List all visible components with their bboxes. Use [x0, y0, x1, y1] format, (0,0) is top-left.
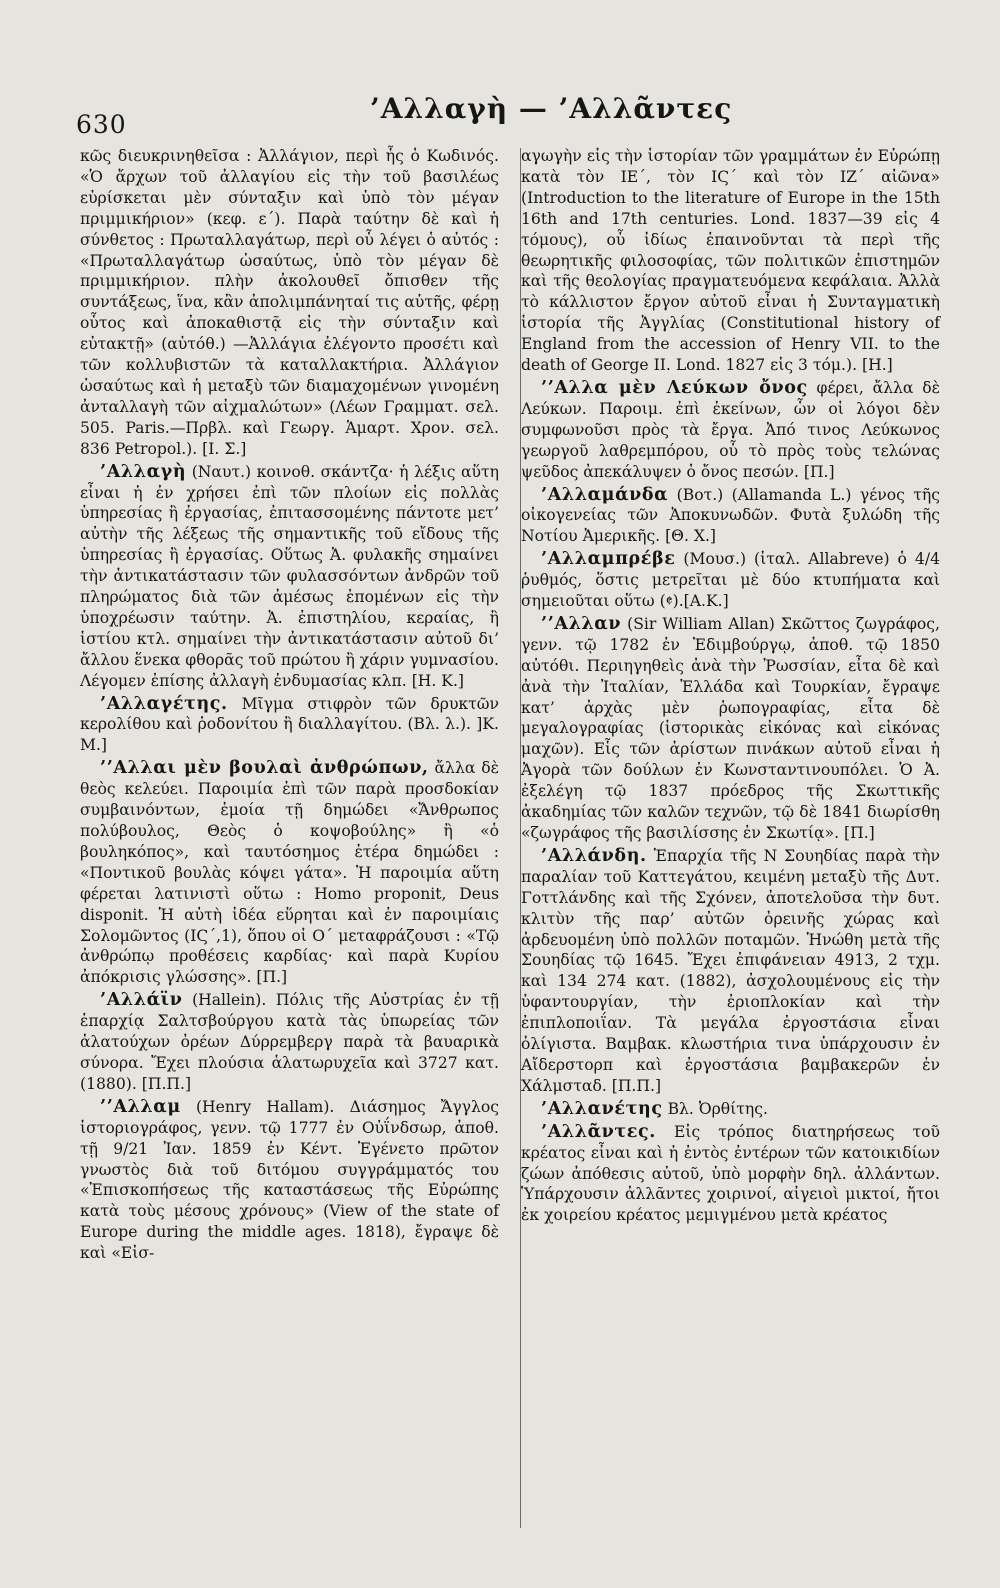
dictionary-entry-allantes — [521, 1122, 940, 1227]
dictionary-entry-allanetis — [521, 1099, 940, 1120]
entry-headword: ’’Αλλαμ — [100, 1096, 181, 1117]
entry-headword: ’’Αλλαι μὲν βουλαὶ ἀνθρώπων, — [100, 758, 429, 779]
running-title: ’Αλλαγὴ — ’Αλλᾶντες — [370, 92, 733, 125]
entry-headword: ’’Αλλαν — [541, 613, 622, 634]
entry-text: αγωγὴν εἰς τὴν ἱστορίαν τῶν γραμμάτων ἐν Εὐρώπῃ κατὰ τὸν ΙΕ΄, τὸν ΙϚ΄ καὶ τὸν ΙΖ΄ αἰῶνα» (Introduction to the literature of Europe in the 15th 16th and 17th centuries. Lond. 1837—39 εἰς 4 τόμους), οὗ ἰδίως ἐπαινοῦνται τὰ περὶ τῆς θεωρητικῆς φιλοσοφίας, τῶν πολιτικῶν ἐπιστημῶν καὶ τῆς θεολογίας πραγματευόμενα κεφάλαια. Ἀλλὰ τὸ κάλλιστον ἔργον αὐτοῦ εἶναι ἡ Συνταγματικὴ ἱστορία τῆς Ἀγγλίας (Constitutional history of England from the accession of Henry VII. to the death of George II. Lond. 1827 εἰς 3 τόμ.). [Η.] — [521, 147, 940, 375]
dictionary-entry-allagi — [80, 462, 499, 692]
dictionary-entry-allamanda — [521, 485, 940, 548]
entry-text: (Βοτ.) (Allamanda L.) γένος τῆς οἰκογενείας τῶν Ἀποκυνωδῶν. Φυτὰ ξυλώδη τῆς Νοτίου Ἀμερικῆς. [Θ. Χ.] — [521, 485, 940, 546]
entry-text: κῶς διευκρινηθεῖσα : Ἀλλάγιον, περὶ ἧς ὁ Κωδινός. «Ὁ ἄρχων τοῦ ἀλλαγίου εἰς τὴν τοῦ βασιλέως εὑρίσκεται μὲν σύνταξιν καὶ ὑπὸ τὸν μέγαν πριμμικήριον» (κεφ. ε΄). Παρὰ ταύτην δὲ καὶ ἡ σύνθετος : Πρωταλλαγάτωρ, περὶ οὗ λέγει ὁ αὐτός : «Πρωταλλαγάτωρ ὡσαύτως, ὑπὸ τὸν μέγαν δὲ πριμμικήριον. πλὴν ἀκολουθεῖ ὄπισθεν τῆς συντάξεως, ἵνα, κἂν ἀπολιμπάνηταί τις αὐτῆς, φέρῃ οὗτος καὶ ἀποκαθιστᾷ εἰς τὴν σύνταξιν καὶ εὐτακτῇ» (αὐτόθ.) —Ἀλλάγια ἐλέγοντο προσέτι καὶ τῶν κολλυβιστῶν τὰ καταλλακτήρια. Ἀλλάγιον ὡσαύτως καὶ ἡ μεταξὺ τῶν διαμαχομένων γινομένη ἀνταλλαγὴ τῶν αἰχμαλώτων» (Λέων Γραμματ. σελ. 505. Paris.—Πρβλ. καὶ Γεωργ. Ἁμαρτ. Χρον. σελ. 836 Petropol.). [Ι. Σ.] — [80, 147, 499, 458]
entry-text: Εἰς τρόπος διατηρήσεως τοῦ κρέατος εἶναι καὶ ἡ ἐντὸς ἐντέρων τῶν κατοικιδίων ζώων ἀπόθεσις αὐτοῦ, ὑπὸ μορφὴν δηλ. ἀλλάντων. Ὑπάρχουσιν ἀλλᾶντες χοιρινοί, αἰγειοὶ μικτοί, ἤτοι ἐκ χοιρείου κρέατος μεμιγμένου μετὰ κρέατος — [521, 1122, 940, 1225]
entry-headword: ’Αλλαμπρέβε — [541, 549, 676, 570]
entry-text: (Henry Hallam). Διάσημος Ἄγγλος ἱστοριογράφος, γενν. τῷ 1777 ἐν Οὐΐνδσωρ, ἀποθ. τῇ 9/21 Ἰαν. 1859 ἐν Κέντ. Ἐγένετο πρῶτον γνωστὸς διὰ τοῦ διτόμου συγγράμματός του «Ἐπισκοπήσεως τῆς καταστάσεως τῆς Εὐρώπης κατὰ τοὺς μέσους χρόνους» (View of the state of Europe during the middle ages. 1818), ἔγραψε δὲ καὶ «Εἰσ- — [80, 1097, 499, 1263]
dictionary-entry-hallein — [80, 990, 499, 1095]
entry-text: (Sir William Allan) Σκῶττος ζωγράφος, γενν. τῷ 1782 ἐν Ἐδιμβούργῳ, ἀποθ. τῷ 1850 αὐτόθι. Περιηγηθεὶς ἀνὰ τὴν Ῥωσσίαν, εἶτα δὲ καὶ ἀνὰ τὴν Ἰταλίαν, Ἑλλάδα καὶ Τουρκίαν, ἔγραψε κατ’ ἀρχὰς μὲν ῥωπογραφίας, εἶτα δὲ μεγαλογραφίας (ἱστορικὰς εἰκόνας καὶ εἰκόνας μαχῶν). Εἷς τῶν ἀρίστων πινάκων αὐτοῦ εἶναι ἡ Ἀγορὰ τῶν δούλων ἐν Κωνσταντινουπόλει. Ὁ Ἀ. ἐξελέγη τῷ 1837 πρόεδρος τῆς Σκωττικῆς ἀκαδημίας τῶν καλῶν τεχνῶν, τῷ δὲ 1841 διωρίσθη «ζωγράφος τῆς βασιλίσσης ἐν Σκωτίᾳ». [Π.] — [521, 614, 940, 842]
dictionary-entry-allabreve — [521, 549, 940, 612]
entry-headword: ’Αλλάνδη. — [541, 845, 647, 866]
entry-text: φέρει, ἄλλα δὲ Λεύκων. Παροιμ. ἐπὶ ἐκείνων, ὧν οἱ λόγοι δὲν συμφωνοῦσι πρὸς τὰ ἔργα. Ἀπό τινος Λεύκωνος γεωργοῦ λαθρεμπόρου, οὗ τὸ πρὸς τοὺς τελώνας ψεῦδος ἀπεκάλυψεν ὁ ὄνος πεσών. [Π.] — [521, 378, 940, 481]
entry-headword: ’Αλλᾶντες. — [541, 1121, 656, 1142]
entry-headword: ’’Αλλα μὲν Λεύκων ὄνος — [541, 377, 808, 398]
dictionary-entry-allan — [521, 614, 940, 844]
dictionary-entry-allagetis — [80, 694, 499, 757]
dictionary-entry-alla-men — [521, 378, 940, 483]
dictionary-entry-hallam — [80, 1097, 499, 1264]
page-header — [70, 86, 930, 139]
entry-text: ἄλλα δὲ θεὸς κελεύει. Παροιμία ἐπὶ τῶν παρὰ προσδοκίαν συμβαινόντων, ἐμοία τῇ δημώδει «Ἄνθρωπος πολύβουλος, Θεὸς ὁ κοψοβούλης» ἢ «ὁ βουληκόπος», καὶ ταυτόσημος ἑτέρα δημώδει : «Ποντικοῦ βουλὰς κόψει γάτα». Ἡ παροιμία αὕτη φέρεται λατινιστὶ οὕτω : Homo proponit, Deus disponit. Ἡ αὐτὴ ἰδέα εὕρηται καὶ ἐν παροιμίαις Σολομῶντος (ΙϚ΄,1), ὅπου οἱ Ο΄ μεταφράζουσι : «Τῷ ἀνθρώπῳ προθέσεις καρδίας· καὶ παρὰ Κυρίου ἀπόκρισις γλώσσης». [Π.] — [80, 759, 499, 987]
dictionary-entry-cont-2 — [521, 146, 940, 376]
right-column — [521, 146, 940, 1264]
entry-text: (Μουσ.) (ἰταλ. Allabreve) ὁ 4/4 ῥυθμός, ὅστις μετρεῖται μὲ δύο κτυπήματα καὶ σημειοῦται οὕτω (𝄵).[Α.Κ.] — [521, 550, 940, 611]
dictionary-entry-cont-1 — [80, 146, 499, 460]
entry-text: Βλ. Ὀρθίτης. — [662, 1099, 768, 1118]
entry-headword: ’Αλλάϊν — [100, 990, 183, 1011]
entry-headword: ’Αλλαγέτης. — [100, 693, 228, 714]
entry-headword: ’Αλλαγὴ — [100, 461, 187, 482]
left-column — [80, 146, 499, 1264]
dictionary-entry-allai — [80, 758, 499, 988]
text-columns — [80, 146, 940, 1264]
entry-text: (Hallein). Πόλις τῆς Αὐστρίας ἐν τῇ ἐπαρχίᾳ Σαλτσβούργου κατὰ τὰς ὑπωρείας τῶν ἁλατούχων ὀρέων Δύρρεμβεργ παρὰ τὰ βαυαρικὰ σύνορα. Ἔχει πλούσια ἁλατωρυχεῖα καὶ 3727 κατ. (1880). [Π.Π.] — [80, 991, 499, 1093]
dictionary-entry-allandi — [521, 846, 940, 1097]
entry-headword: ’Αλλανέτης — [541, 1098, 663, 1119]
page-number: 630 — [76, 110, 127, 139]
entry-text: Ἐπαρχία τῆς Ν Σουηδίας παρὰ τὴν παραλίαν τοῦ Καττεγάτου, κειμένη μεταξὺ τῆς Δυτ. Γοττλάνδης καὶ τῆς Σχόνεν, ἀποτελοῦσα τὴν δυτ. κλιτὺν τῆς παρ’ αὐτῶν ὀρεινῆς χώρας καὶ ἀρδευομένη ὑπὸ πολλῶν ποταμῶν. Ἡνώθη μετὰ τῆς Σουηδίας τῷ 1645. Ἔχει ἐπιφάνειαν 4913, 2 τχμ. καὶ 134 274 κατ. (1882), ἀσχολουμένους εἰς τὴν ὑφαντουργίαν, τὴν ἐριοπλοκίαν καὶ τὴν ἐπιπλοποιΐαν. Τὰ μεγάλα ἐργοστάσια εἶναι ὀλίγιστα. Βαμβακ. κλωστήρια τινα ὑπάρχουσιν ἐν Αἴδερστορπ καὶ ἐργοστάσια βαμβακερῶν ἐν Χάλμσταδ. [Π.Π.] — [521, 846, 940, 1095]
entry-text: (Ναυτ.) κοινοθ. σκάντζα· ἡ λέξις αὕτη εἶναι ἡ ἐν χρήσει ἐπὶ τῶν πλοίων εἰς πολλὰς ὑπηρεσίας ἢ ἐργασίας, ἐπιτασσομένης πάντοτε μετ’ αὐτὴν τῆς λέξεως τῆς σημαντικῆς τοῦ εἴδους τῆς ὑπηρεσίας ἢ ἐργασίας. Οὕτως Ἀ. φυλακῆς σημαίνει τὴν ἀντικατάστασιν τῶν φυλασσόντων ἀνδρῶν τοῦ πληρώματος διὰ τῶν ἀμέσως ἑπομένων εἰς τὴν ὑποχρέωσιν ταύτην. Ἀ. ἐπιστηλίου, κεραίας, ἢ ἱστίου κτλ. σημαίνει τὴν ἀντικατάστασιν αὐτοῦ δι’ ἄλλου ἕνεκα φθορᾶς τοῦ πρώτου ἢ χάριν γυμνασίου. Λέγομεν ἐπίσης ἀλλαγὴ ἐνδυμασίας κλπ. [Η. Κ.] — [80, 462, 499, 690]
entry-text: Μῖγμα στιφρὸν τῶν δρυκτῶν κερολίθου καὶ ῥοδονίτου ἢ διαλλαγίτου. (Βλ. λ.). ]Κ. Μ.] — [80, 694, 499, 755]
entry-headword: ’Αλλαμάνδα — [541, 484, 669, 505]
